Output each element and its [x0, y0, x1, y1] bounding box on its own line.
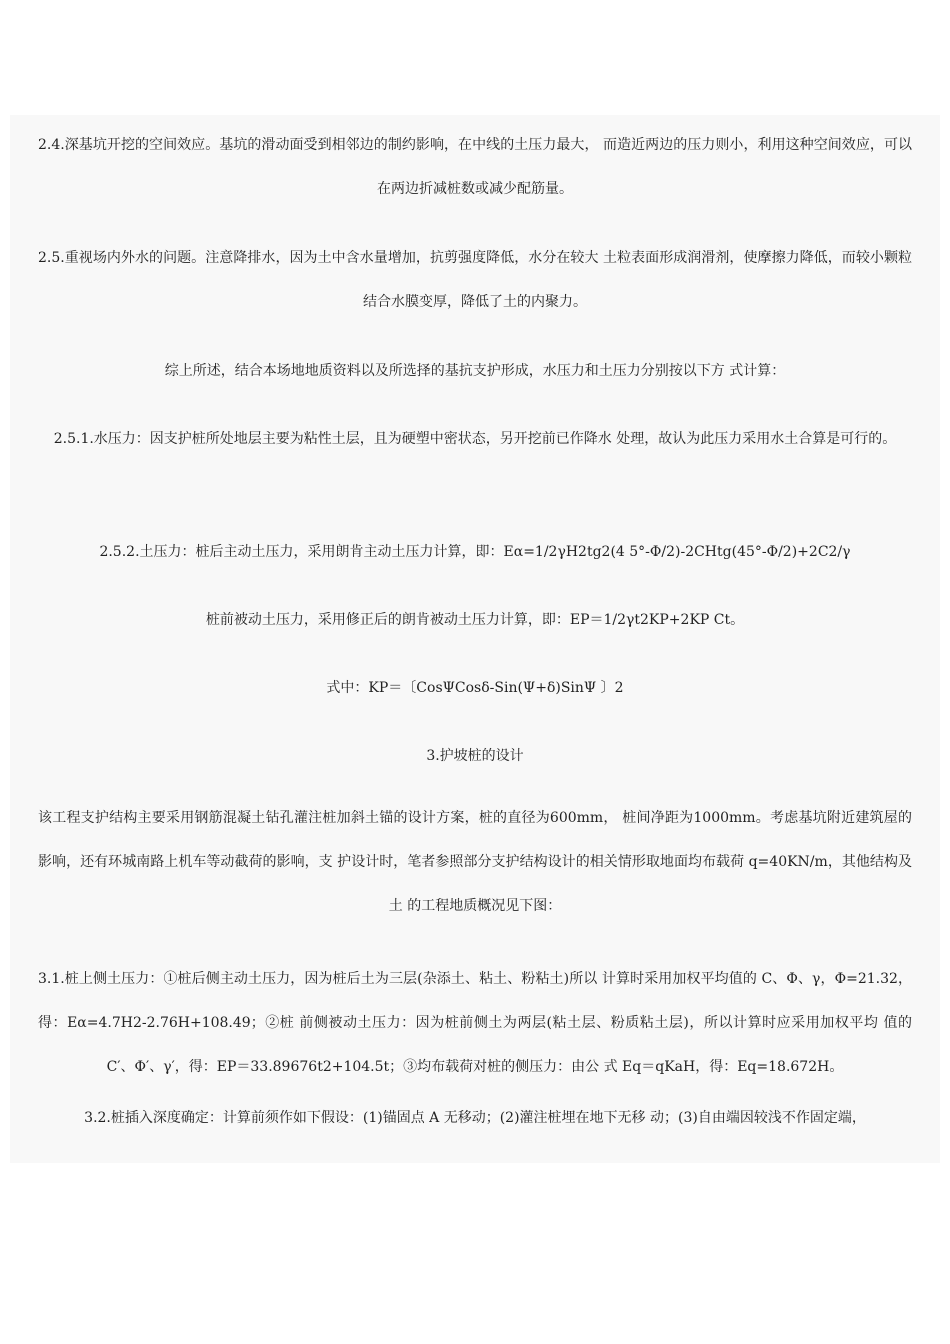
paragraph-3-1: 3.1.桩上侧土压力：①桩后侧主动土压力，因为桩后土为三层(杂添土、粘土、粉粘土)所以 计算时采用加权平均值的 C、Φ、γ，Φ=21.32，得：Eα=4.7H2-2.76H+108.49；②桩 前侧被动土压力：因为桩前侧土为两层(粘土层、粉质粘土层)，所以计算时应采用加权平均 值的 C′、Φ′、γ′，得：EP＝33.89676t2+104.5t；③均布载荷对桩的侧压力：由公 式 Eq＝qKaH，得：Eq=18.672H。 [38, 971, 912, 1075]
paragraph-2-4: 2.4.深基坑开挖的空间效应。基坑的滑动面受到相邻边的制约影响，在中线的土压力最大， 而造近两边的压力则小，利用这种空间效应，可以在两边折减桩数或减少配筋量。 [38, 137, 912, 197]
document-page [10, 115, 940, 1163]
paragraph-summary: 综上所述，结合本场地地质资料以及所选择的基抗支护形成，水压力和土压力分别按以下方 式计算： [164, 363, 786, 379]
paragraph-formula-kp: 式中：KP＝〔CosΨCosδ-Sin(Ψ+δ)SinΨ 〕2 [326, 680, 624, 696]
section-heading-3: 3.护坡桩的设计 [426, 748, 524, 764]
paragraph-2-5-1: 2.5.1.水压力：因支护桩所处地层主要为粘性土层，且为硬塑中密状态，另开挖前已作降水 处理，故认为此压力采用水土合算是可行的。 [53, 431, 897, 447]
paragraph-2-5: 2.5.重视场内外水的问题。注意降排水，因为土中含水量增加，抗剪强度降低，水分在较大 土粒表面形成润滑剂，使摩擦力降低，而较小颗粒结合水膜变厚，降低了土的内聚力。 [38, 250, 912, 310]
paragraph-3-2: 3.2.桩插入深度确定：计算前须作如下假设：(1)锚固点 A 无移动；(2)灌注桩埋在地下无移 动；(3)自由端因较浅不作固定端， [84, 1110, 866, 1126]
paragraph-3-intro: 该工程支护结构主要采用钢筋混凝土钻孔灌注桩加斜土锚的设计方案，桩的直径为600mm， 桩间净距为1000mm。考虑基坑附近建筑屋的影响，还有环城南路上机车等动截荷的影响，支 护设计时，笔者参照部分支护结构设计的相关情形取地面均布载荷 q=40KN/m，其他结构及土 的工程地质概况见下图： [38, 810, 912, 914]
paragraph-2-5-2: 2.5.2.土压力：桩后主动土压力，采用朗肯主动土压力计算，即：Eα=1/2γH2tg2(4 5°-Φ/2)-2CHtg(45°-Φ/2)+2C2/γ [99, 544, 851, 560]
paragraph-passive-pressure: 桩前被动土压力，采用修正后的朗肯被动土压力计算，即：EP＝1/2γt2KP+2KP Ct。 [205, 612, 745, 628]
